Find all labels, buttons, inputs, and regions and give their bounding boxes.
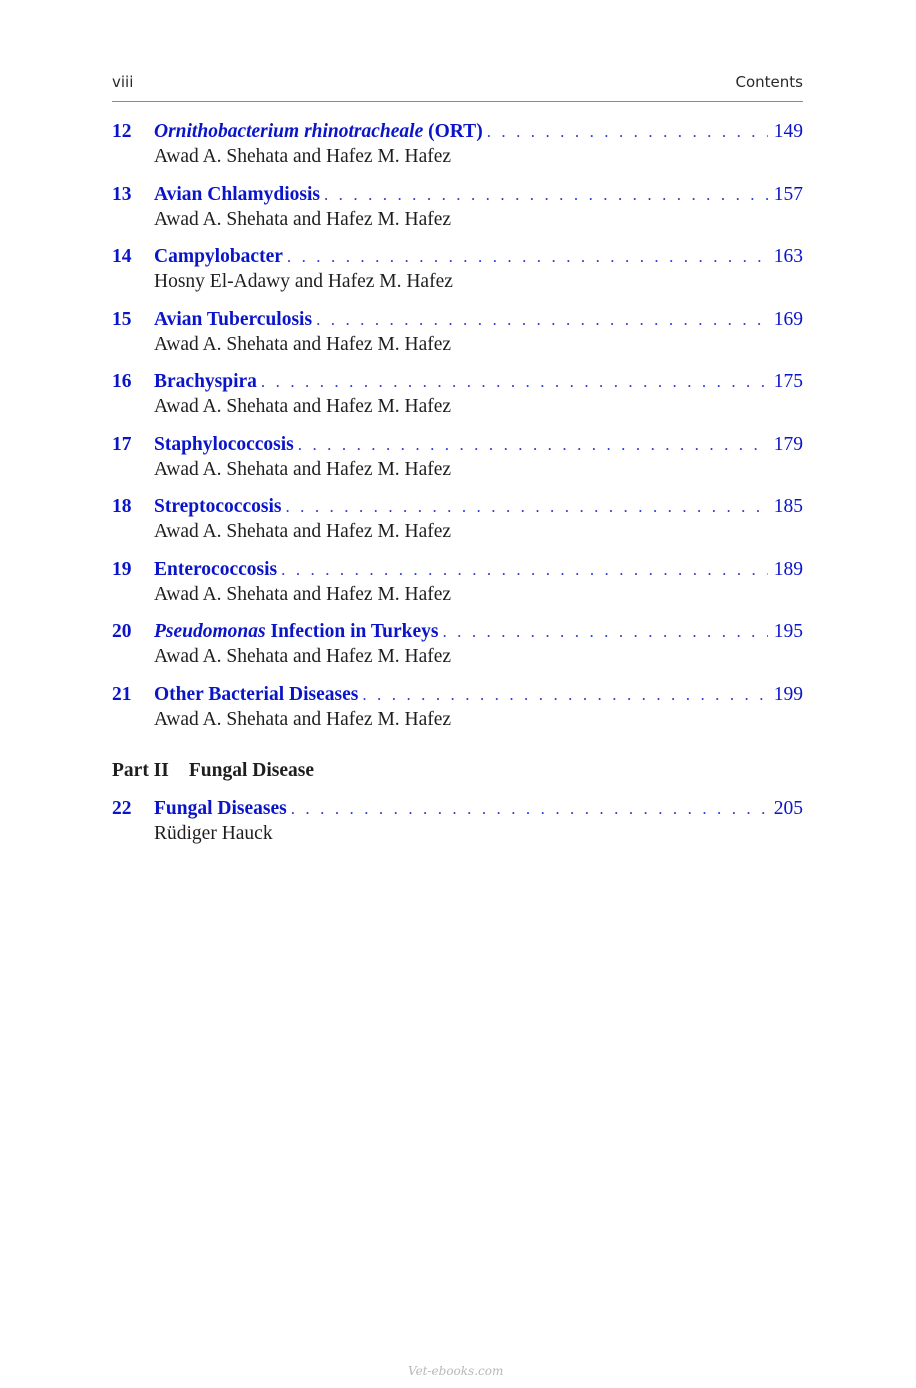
chapter-page: 199 bbox=[773, 684, 803, 705]
chapter-title bbox=[154, 620, 438, 644]
chapter-authors: Awad A. Shehata and Hafez M. Hafez bbox=[154, 209, 452, 230]
chapter-title: Brachyspira bbox=[154, 371, 257, 392]
chapter-link[interactable] bbox=[154, 683, 803, 707]
chapter-authors: Awad A. Shehata and Hafez M. Hafez bbox=[154, 459, 452, 480]
chapter-page: 169 bbox=[773, 309, 803, 330]
running-header bbox=[112, 71, 803, 102]
toc-entry-13[interactable] bbox=[112, 183, 803, 233]
chapter-link[interactable] bbox=[154, 308, 803, 332]
chapter-authors: Awad A. Shehata and Hafez M. Hafez bbox=[154, 521, 452, 542]
chapter-authors: Awad A. Shehata and Hafez M. Hafez bbox=[154, 396, 452, 417]
chapter-number: 20 bbox=[112, 621, 132, 642]
part-heading bbox=[112, 759, 314, 783]
chapter-number: 14 bbox=[112, 246, 132, 267]
chapter-title: Fungal Diseases bbox=[154, 798, 287, 819]
chapter-link[interactable] bbox=[154, 495, 803, 519]
chapter-title: Other Bacterial Diseases bbox=[154, 684, 359, 705]
chapter-authors: Awad A. Shehata and Hafez M. Hafez bbox=[154, 709, 452, 730]
chapter-page: 179 bbox=[773, 434, 803, 455]
chapter-title-text: (ORT) bbox=[423, 121, 483, 142]
chapter-link[interactable] bbox=[154, 558, 803, 582]
chapter-number: 21 bbox=[112, 684, 132, 705]
chapter-link[interactable] bbox=[154, 245, 803, 269]
chapter-page: 175 bbox=[773, 371, 803, 392]
chapter-page: 205 bbox=[773, 798, 803, 819]
chapter-page: 189 bbox=[773, 559, 803, 580]
leader-dots bbox=[287, 245, 768, 269]
chapter-title bbox=[154, 120, 483, 144]
toc-entry-21[interactable] bbox=[112, 683, 803, 733]
chapter-link[interactable] bbox=[154, 433, 803, 457]
watermark-logo: Vet-ebooks.com bbox=[408, 1364, 504, 1378]
chapter-authors: Awad A. Shehata and Hafez M. Hafez bbox=[154, 584, 452, 605]
chapter-title: Staphylococcosis bbox=[154, 434, 294, 455]
chapter-number: 18 bbox=[112, 496, 132, 517]
toc-entry-15[interactable] bbox=[112, 308, 803, 358]
leader-dots bbox=[324, 183, 768, 207]
leader-dots bbox=[487, 120, 768, 144]
leader-dots bbox=[291, 797, 768, 821]
toc-entry-17[interactable] bbox=[112, 433, 803, 483]
chapter-title: Avian Tuberculosis bbox=[154, 309, 313, 330]
chapter-number: 15 bbox=[112, 309, 132, 330]
chapter-number: 22 bbox=[112, 798, 132, 819]
chapter-authors: Awad A. Shehata and Hafez M. Hafez bbox=[154, 334, 452, 355]
chapter-link[interactable] bbox=[154, 370, 803, 394]
toc-entry-22[interactable] bbox=[112, 797, 803, 847]
toc-entry-18[interactable] bbox=[112, 495, 803, 545]
leader-dots bbox=[362, 683, 767, 707]
chapter-link[interactable] bbox=[154, 120, 803, 144]
chapter-title: Avian Chlamydiosis bbox=[154, 184, 320, 205]
chapter-page: 185 bbox=[773, 496, 803, 517]
chapter-title-italic: Ornithobacterium rhinotracheale bbox=[154, 121, 424, 142]
chapter-number: 16 bbox=[112, 371, 132, 392]
chapter-authors: Rüdiger Hauck bbox=[154, 823, 273, 844]
chapter-page: 149 bbox=[773, 121, 803, 142]
leader-dots bbox=[316, 308, 768, 332]
chapter-authors: Awad A. Shehata and Hafez M. Hafez bbox=[154, 146, 452, 167]
section-title: Contents bbox=[735, 73, 803, 91]
leader-dots bbox=[261, 370, 768, 394]
chapter-title-text: Infection in Turkeys bbox=[265, 621, 439, 642]
toc-entry-16[interactable] bbox=[112, 370, 803, 420]
chapter-title: Campylobacter bbox=[154, 246, 283, 267]
chapter-title: Enterococcosis bbox=[154, 559, 278, 580]
chapter-number: 19 bbox=[112, 559, 132, 580]
part-label: Part II bbox=[112, 760, 169, 781]
chapter-number: 12 bbox=[112, 121, 132, 142]
chapter-number: 17 bbox=[112, 434, 132, 455]
chapter-link[interactable] bbox=[154, 620, 803, 644]
leader-dots bbox=[442, 620, 767, 644]
toc-entry-19[interactable] bbox=[112, 558, 803, 608]
leader-dots bbox=[285, 495, 767, 519]
toc-entry-12[interactable] bbox=[112, 120, 803, 170]
toc-entry-14[interactable] bbox=[112, 245, 803, 295]
chapter-authors: Hosny El-Adawy and Hafez M. Hafez bbox=[154, 271, 453, 292]
chapter-number: 13 bbox=[112, 184, 132, 205]
chapter-page: 195 bbox=[773, 621, 803, 642]
chapter-title-italic: Pseudomonas bbox=[154, 621, 266, 642]
chapter-link[interactable] bbox=[154, 183, 803, 207]
chapter-title: Streptococcosis bbox=[154, 496, 282, 517]
chapter-link[interactable] bbox=[154, 797, 803, 821]
leader-dots bbox=[281, 558, 768, 582]
chapter-page: 163 bbox=[773, 246, 803, 267]
chapter-authors: Awad A. Shehata and Hafez M. Hafez bbox=[154, 646, 452, 667]
chapter-page: 157 bbox=[773, 184, 803, 205]
part-title: Fungal Disease bbox=[188, 760, 315, 781]
toc-entry-20[interactable] bbox=[112, 620, 803, 670]
leader-dots bbox=[298, 433, 768, 457]
page-label: viii bbox=[112, 73, 134, 91]
